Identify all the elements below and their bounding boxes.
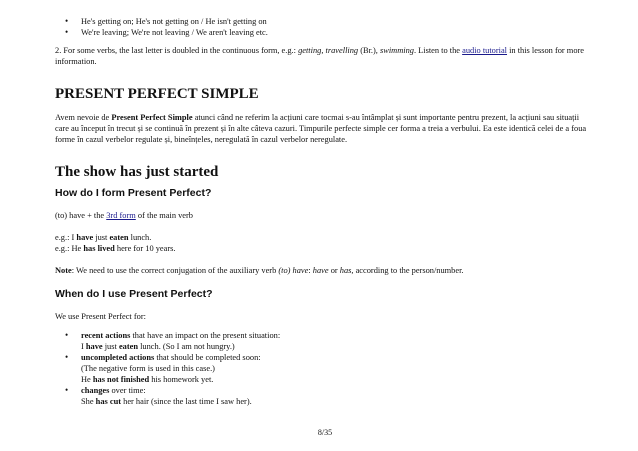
example-word: swimming [379, 46, 414, 55]
note-italic: has [339, 266, 352, 275]
usage-list [55, 330, 595, 407]
example-text: lunch. [128, 233, 152, 242]
note-label: Note [55, 266, 72, 275]
usage-term: recent actions [81, 331, 131, 340]
usage-term: uncompleted actions [81, 353, 155, 362]
intro-text: Avem nevoie de [55, 113, 112, 122]
usage-bold: have [85, 342, 103, 351]
section-title: PRESENT PERFECT SIMPLE [55, 86, 259, 102]
example-text: e.g.: He [55, 244, 84, 253]
usage-bold: has not finished [92, 375, 150, 384]
romanian-intro-paragraph [55, 112, 595, 145]
usage-text: that should be completed soon: [154, 353, 261, 362]
note-text: : We need to use the correct conjugation of the auxiliary verb [71, 266, 279, 275]
example-text: here for 10 years. [114, 244, 176, 253]
usage-text: I [81, 342, 86, 351]
usage-text: just [102, 342, 119, 351]
list-item [55, 352, 595, 385]
usage-text: (The negative form is used in this case.) [81, 364, 215, 373]
example-bold: eaten [109, 233, 129, 242]
usage-bold: has cut [95, 397, 122, 406]
rule-text: 2. For some verbs, the last letter is doubled in the continuous form, e.g.: [55, 46, 299, 55]
page-number: 8/35 [317, 428, 333, 437]
continuous-examples-list [55, 16, 268, 38]
example-bold: has lived [83, 244, 115, 253]
example-word: travelling [325, 46, 359, 55]
note-text: or [328, 266, 340, 275]
third-form-link[interactable]: 3rd form [106, 211, 136, 220]
note-text: , according to the person/number. [351, 266, 464, 275]
usage-term: changes [81, 386, 110, 395]
rule-text: in this lesson for more information. [55, 46, 585, 66]
intro-bold: Present Perfect Simple [111, 113, 193, 122]
rule-text: (Br.), [358, 46, 380, 55]
rule-text: . Listen to the [413, 46, 463, 55]
usage-text: lunch. (So I am not hungry.) [138, 342, 235, 351]
usage-text: He [81, 375, 93, 384]
formula-text: (to) have + the [55, 211, 107, 220]
separator: , [321, 46, 326, 55]
list-item: • We're leaving; We're not leaving / We aren't leaving etc. [55, 27, 268, 38]
intro-text: atunci când ne referim la acțiuni care tocmai s-au întâmplat și sunt importante pentru prezent, la acțiuni sau situații care au început în trecut și se continuă în prezent și în alte câteva cazuri. Timpurile perfecte simple cer forma a treia a verbului. Ea este identică celei de a foua forme în cazul verbelor regulate și, bineînțeles, neregulată în cazul verbelor neregulate. [55, 113, 587, 144]
rule-2-paragraph [55, 45, 595, 67]
audio-tutorial-link[interactable]: audio tutorial [462, 46, 508, 55]
usage-text: She [81, 397, 96, 406]
note-italic: have [312, 266, 329, 275]
example-line-1 [55, 232, 595, 243]
list-item: • He's getting on; He's not getting on / He isn't getting on [55, 16, 268, 27]
usage-text: that have an impact on the present situation: [130, 331, 281, 340]
usage-intro: We use Present Perfect for: [55, 312, 146, 321]
list-item [55, 385, 595, 407]
example-text: just [93, 233, 110, 242]
list-item [55, 330, 595, 352]
usage-heading: When do I use Present Perfect? [55, 288, 213, 300]
example-word: getting [298, 46, 322, 55]
example-bold: have [76, 233, 94, 242]
formula-text: of the main verb [135, 211, 193, 220]
usage-text: her hair (since the last time I saw her). [121, 397, 252, 406]
usage-bold: eaten [118, 342, 139, 351]
formula-line [55, 210, 595, 221]
form-heading: How do I form Present Perfect? [55, 187, 212, 199]
example-title: The show has just started [55, 164, 219, 180]
note-line [55, 265, 595, 276]
usage-text: over time: [109, 386, 146, 395]
usage-text: his homework yet. [149, 375, 214, 384]
example-text: e.g.: I [55, 233, 77, 242]
note-text: : [308, 266, 313, 275]
note-italic: (to) have [278, 266, 309, 275]
example-line-2 [55, 243, 595, 254]
